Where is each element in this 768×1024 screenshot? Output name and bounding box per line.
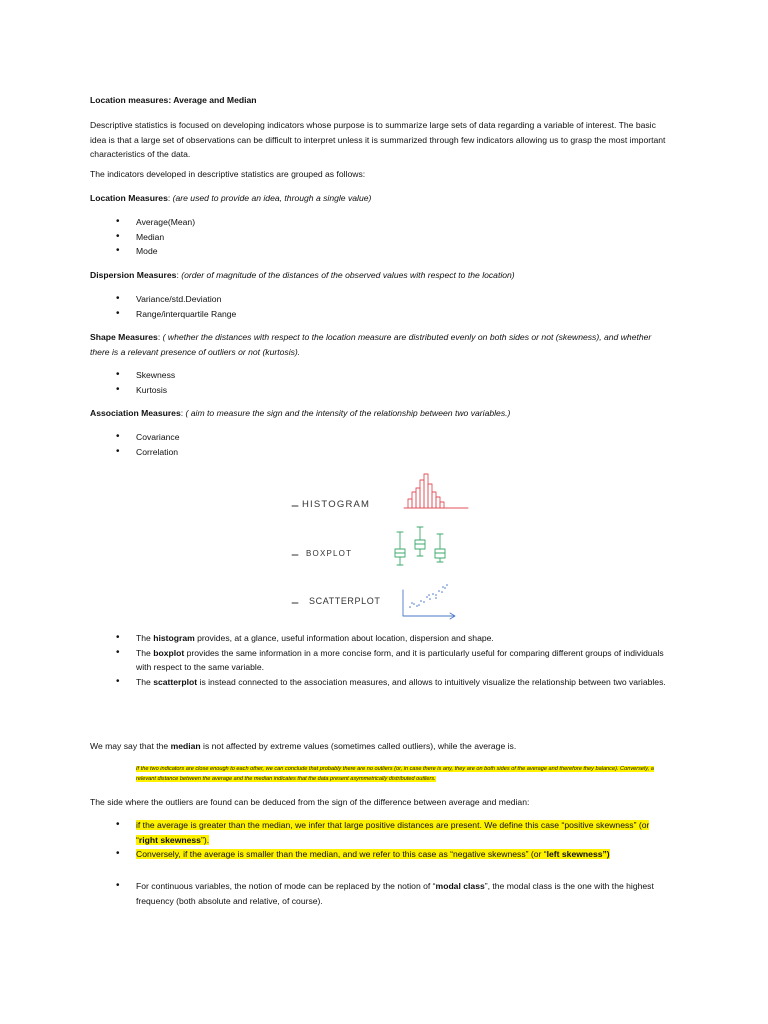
intro-paragraph: Descriptive statistics is focused on developing indicators whose purpose is to summarize large sets of data regarding a variable of interest. The basic idea is that a large set of observations can be difficult to interpret unless it is summarized through few indicators allowing us to grasp the most important characteristics of the data. <box>90 120 666 159</box>
handdrawn-sketch <box>284 466 474 624</box>
grouping-sentence: The indicators developed in descriptive statistics are grouped as follows: <box>90 169 366 179</box>
boxplot-sketch <box>395 527 445 565</box>
scatterplot-label: SCATTERPLOT <box>309 596 381 606</box>
list-item: • The boxplot provides the same information in a more concise form, and it is particularly useful for comparing different groups of individuals with respect to the same variable. <box>90 646 670 675</box>
median-paragraph: We may say that the median is not affected by extreme values (sometimes called outliers), while the average is. <box>90 741 517 751</box>
boxplot-label: BOXPLOT <box>306 549 353 558</box>
highlighted-note: If the two indicators are close enough to each other, we can conclude that probably there are no outliers (or, in case there is any, they are on both sides of the average and therefore they balance). Conversely, a relevant distance between the average and the median indicates that the data present asymmetrically distributed outliers. <box>136 766 654 782</box>
skewness-list <box>90 818 670 862</box>
list-item: • Skewness <box>90 368 175 383</box>
list-item: • Variance/std.Deviation <box>90 292 236 307</box>
list-item: • The histogram provides, at a glance, useful information about location, dispersion and shape. <box>90 631 670 646</box>
list-item: • The scatterplot is instead connected to the association measures, and allows to intuitively visualize the relationship between two variables. <box>90 675 670 690</box>
list-item: • For continuous variables, the notion of mode can be replaced by the notion of “modal class”, the modal class is the one with the highest frequency (both absolute and relative, of course). <box>90 879 670 908</box>
list-item: • Range/interquartile Range <box>90 307 236 322</box>
outliers-sentence: The side where the outliers are found can be deduced from the sign of the difference between average and median: <box>90 797 530 807</box>
list-item: • Average(Mean) <box>90 215 195 230</box>
shape-heading: Shape Measures: ( whether the distances with respect to the location measure are distributed evenly on both sides or not (skewness), and whether there is a relevant presence of outliers or not (kurtosis). <box>90 332 652 357</box>
list-item: • Mode <box>90 244 195 259</box>
association-heading: Association Measures: ( aim to measure the sign and the intensity of the relationship between two variables.) <box>90 408 511 418</box>
scatterplot-dots <box>409 584 448 608</box>
list-item: • Conversely, if the average is smaller than the median, and we refer to this case as “negative skewness” (or “left skewness”) <box>90 847 670 862</box>
shape-list <box>90 368 175 397</box>
histogram-sketch <box>404 474 468 508</box>
sketch-svg <box>284 466 474 624</box>
dispersion-heading: Dispersion Measures: (order of magnitude of the distances of the observed values with respect to the location) <box>90 270 515 280</box>
plot-description-list <box>90 631 670 689</box>
association-list <box>90 430 179 459</box>
list-item: • Covariance <box>90 430 179 445</box>
location-list <box>90 215 195 259</box>
section-title: Location measures: Average and Median <box>90 95 257 105</box>
list-item: • Kurtosis <box>90 383 175 398</box>
dispersion-list <box>90 292 236 321</box>
histogram-label: HISTOGRAM <box>302 499 371 510</box>
modal-class-list <box>90 879 670 908</box>
list-item: • if the average is greater than the median, we infer that large positive distances are present. We define this case “positive skewness” (or “right skewness”). <box>90 818 670 847</box>
list-item: • Median <box>90 230 195 245</box>
list-item: • Correlation <box>90 445 179 460</box>
location-heading: Location Measures: (are used to provide an idea, through a single value) <box>90 193 372 203</box>
